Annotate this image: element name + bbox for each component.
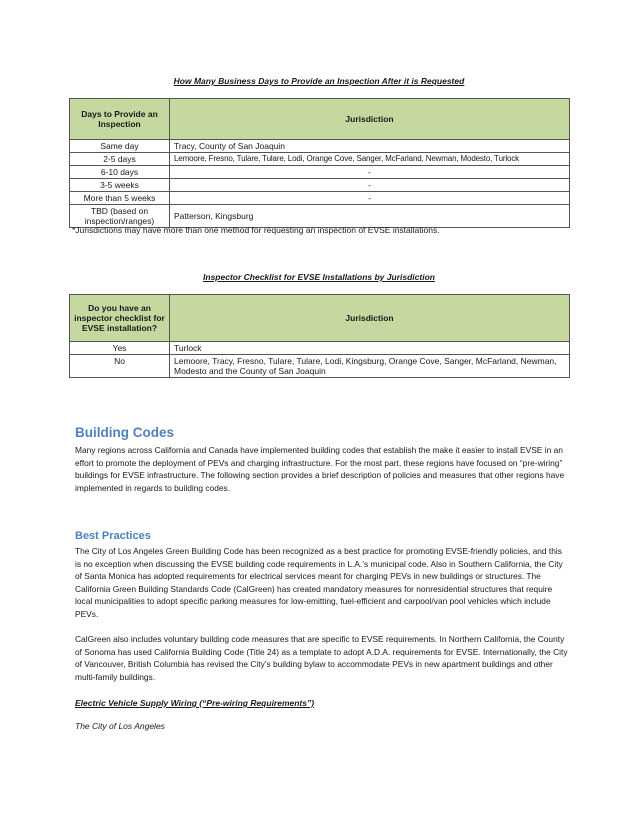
jurisdiction-cell: Patterson, Kingsburg [170, 205, 570, 228]
jurisdiction-cell: - [170, 179, 570, 192]
best-practices-heading: Best Practices [75, 530, 151, 542]
days-cell: 2-5 days [70, 153, 170, 166]
best-practices-paragraph-2: CalGreen also includes voluntary building code measures that are specific to EVSE requirements. In Northern California, the County of Sonoma has used California Building Code (Title 24) as a template to adopt A.D.A. requirements for EVSE. Internationally, the City of Vancouver, British Columbia has revised the City’s building bylaw to accommodate PEVs in new apartment buildings and other multi-family buildings. [75, 634, 568, 682]
table1-footnote: *Jurisdictions may have more than one method for requesting an inspection of EVSE installations. [72, 225, 440, 235]
days-cell: 6-10 days [70, 166, 170, 179]
table-row [70, 192, 570, 205]
table-header-row [70, 295, 570, 342]
jurisdiction-cell: - [170, 166, 570, 179]
table1-caption: How Many Business Days to Provide an Inspection After it is Requested [173, 76, 465, 86]
table2-caption: Inspector Checklist for EVSE Installations by Jurisdiction [203, 272, 435, 282]
building-codes-paragraph: Many regions across California and Canada have implemented building codes that establish the make it easier to install EVSE in an effort to promote the deployment of PEVs and charging infrastructure. For the most part, these regions have focused on “pre-wiring” buildings for EVSE infrastructure. The following section provides a brief description of policies and measures that other regions have implemented in regards to building codes. [75, 445, 565, 493]
days-cell: TBD (based on inspection/ranges) [70, 205, 170, 228]
wiring-subheading: Electric Vehicle Supply Wiring (“Pre-wiring Requirements”) [75, 698, 315, 708]
inspection-days-table [69, 98, 570, 228]
header-jurisdiction: Jurisdiction [170, 99, 570, 140]
table-row [70, 342, 570, 355]
header-checklist: Do you have an inspector checklist for EVSE installation? [70, 295, 170, 342]
best-practices-paragraph-1: The City of Los Angeles Green Building Code has been recognized as a best practice for promoting EVSE-friendly policies, and this is no exception when discussing the EVSE building code requirements in L.A.’s municipal code. Also in Southern California, the City of Santa Monica has adopted requirements for electrical services meant for charging PEVs in new buildings or structures. The California Green Building Standards Code (CalGreen) has created mandatory measures for nonresidential structures that require local municipalities to adopt specific parking measures for low-emitting, fuel-efficient and carpool/van pool vehicles which include PEVs. [75, 546, 563, 619]
jurisdiction-cell: Lemoore, Fresno, Tulare, Tulare, Lodi, Orange Cove, Sanger, McFarland, Newman, Modesto, Turlock [170, 153, 570, 166]
header-jurisdiction: Jurisdiction [170, 295, 570, 342]
inspector-checklist-table [69, 294, 570, 378]
city-subheading: The City of Los Angeles [75, 721, 165, 731]
building-codes-heading: Building Codes [75, 425, 174, 440]
days-cell: 3-5 weeks [70, 179, 170, 192]
table-row [70, 166, 570, 179]
table-row [70, 153, 570, 166]
table-row [70, 179, 570, 192]
answer-cell: No [70, 355, 170, 378]
table-row [70, 355, 570, 378]
jurisdiction-cell: Turlock [170, 342, 570, 355]
table-header-row [70, 99, 570, 140]
jurisdiction-cell: Lemoore, Tracy, Fresno, Tulare, Tulare, Lodi, Kingsburg, Orange Cove, Sanger, McFarland, Newman, Modesto and the County of San Joaquin [170, 355, 570, 378]
answer-cell: Yes [70, 342, 170, 355]
days-cell: More than 5 weeks [70, 192, 170, 205]
table-row [70, 140, 570, 153]
jurisdiction-cell: - [170, 192, 570, 205]
days-cell: Same day [70, 140, 170, 153]
jurisdiction-cell: Tracy, County of San Joaquin [170, 140, 570, 153]
header-days: Days to Provide an Inspection [70, 99, 170, 140]
